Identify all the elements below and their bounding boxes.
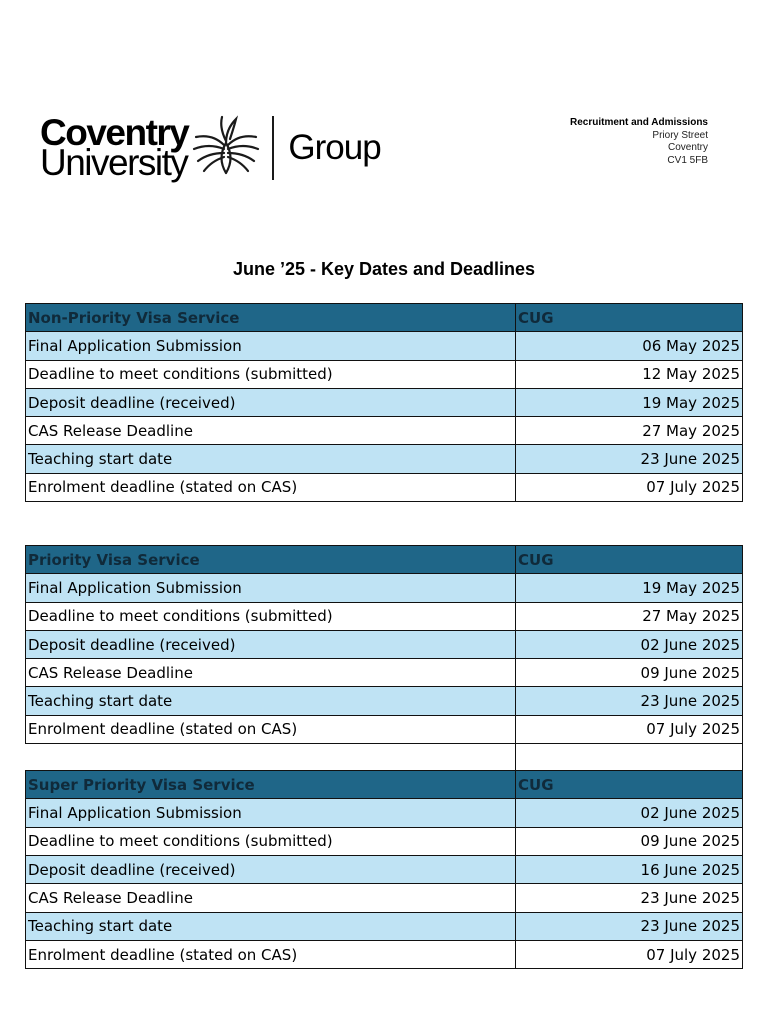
table-row — [26, 360, 743, 388]
row-label: CAS Release Deadline — [26, 659, 516, 687]
row-date: 23 June 2025 — [516, 687, 743, 715]
row-label: Final Application Submission — [26, 799, 516, 827]
row-label: Deposit deadline (received) — [26, 855, 516, 883]
table-header-row — [26, 304, 743, 332]
table-row — [26, 912, 743, 940]
non-priority-table — [25, 303, 743, 502]
table-row — [26, 659, 743, 687]
table-row — [26, 332, 743, 360]
table-row — [26, 827, 743, 855]
row-date: 23 June 2025 — [516, 445, 743, 473]
row-label: CAS Release Deadline — [26, 884, 516, 912]
address-block — [570, 117, 708, 167]
table-row — [26, 630, 743, 658]
table-row — [26, 940, 743, 968]
table-row — [26, 687, 743, 715]
row-date: 12 May 2025 — [516, 360, 743, 388]
table-row — [26, 884, 743, 912]
row-date: 19 May 2025 — [516, 574, 743, 602]
document-title: June ’25 - Key Dates and Deadlines — [232, 259, 536, 279]
spacer-cell — [516, 744, 743, 771]
table-row — [26, 445, 743, 473]
table-row — [26, 715, 743, 743]
table-row — [26, 574, 743, 602]
logo-wordmark — [40, 112, 189, 183]
service-heading: Non-Priority Visa Service — [26, 304, 516, 332]
row-label: Teaching start date — [26, 687, 516, 715]
address-street: Priory Street — [652, 129, 708, 141]
row-label: Deadline to meet conditions (submitted) — [26, 360, 516, 388]
row-label: Deposit deadline (received) — [26, 388, 516, 416]
row-date: 27 May 2025 — [516, 417, 743, 445]
row-label: Final Application Submission — [26, 574, 516, 602]
row-label: CAS Release Deadline — [26, 417, 516, 445]
row-label: Teaching start date — [26, 912, 516, 940]
service-heading: Priority Visa Service — [26, 546, 516, 574]
logo-divider — [272, 116, 274, 180]
row-date: 23 June 2025 — [516, 912, 743, 940]
phoenix-icon — [190, 113, 262, 179]
table-row — [26, 417, 743, 445]
table-row — [26, 799, 743, 827]
row-label: Deposit deadline (received) — [26, 630, 516, 658]
coventry-university-logo — [40, 112, 381, 183]
row-date: 23 June 2025 — [516, 884, 743, 912]
address-postcode: CV1 5FB — [667, 154, 708, 166]
row-date: 16 June 2025 — [516, 855, 743, 883]
column-heading: CUG — [516, 546, 743, 574]
table-row — [26, 855, 743, 883]
row-label: Deadline to meet conditions (submitted) — [26, 827, 516, 855]
address-city: Coventry — [667, 142, 708, 153]
table-row — [26, 473, 743, 501]
column-heading: CUG — [516, 304, 743, 332]
address-department: Recruitment and Admissions — [570, 117, 708, 128]
row-label: Enrolment deadline (stated on CAS) — [26, 715, 516, 743]
row-date: 02 June 2025 — [516, 630, 743, 658]
column-heading: CUG — [516, 771, 743, 799]
row-date: 07 July 2025 — [516, 940, 743, 968]
table-row — [26, 602, 743, 630]
row-label: Final Application Submission — [26, 332, 516, 360]
row-date: 27 May 2025 — [516, 602, 743, 630]
logo-group-text: Group — [288, 128, 381, 167]
row-label: Enrolment deadline (stated on CAS) — [26, 473, 516, 501]
logo-wordmark-line2: University — [40, 142, 188, 183]
row-date: 09 June 2025 — [516, 827, 743, 855]
table-row — [26, 388, 743, 416]
row-date: 02 June 2025 — [516, 799, 743, 827]
row-label: Enrolment deadline (stated on CAS) — [26, 940, 516, 968]
table-header-row — [26, 771, 743, 799]
row-label: Teaching start date — [26, 445, 516, 473]
row-date: 09 June 2025 — [516, 659, 743, 687]
row-label: Deadline to meet conditions (submitted) — [26, 602, 516, 630]
row-date: 06 May 2025 — [516, 332, 743, 360]
table-header-row — [26, 546, 743, 574]
priority-table — [25, 545, 743, 969]
row-date: 07 July 2025 — [516, 473, 743, 501]
service-heading: Super Priority Visa Service — [26, 771, 516, 799]
row-date: 07 July 2025 — [516, 715, 743, 743]
logo-wordmark-line1: Coventry — [40, 112, 189, 153]
row-date: 19 May 2025 — [516, 388, 743, 416]
spacer-cell — [26, 744, 516, 771]
spacer-row — [26, 744, 743, 771]
